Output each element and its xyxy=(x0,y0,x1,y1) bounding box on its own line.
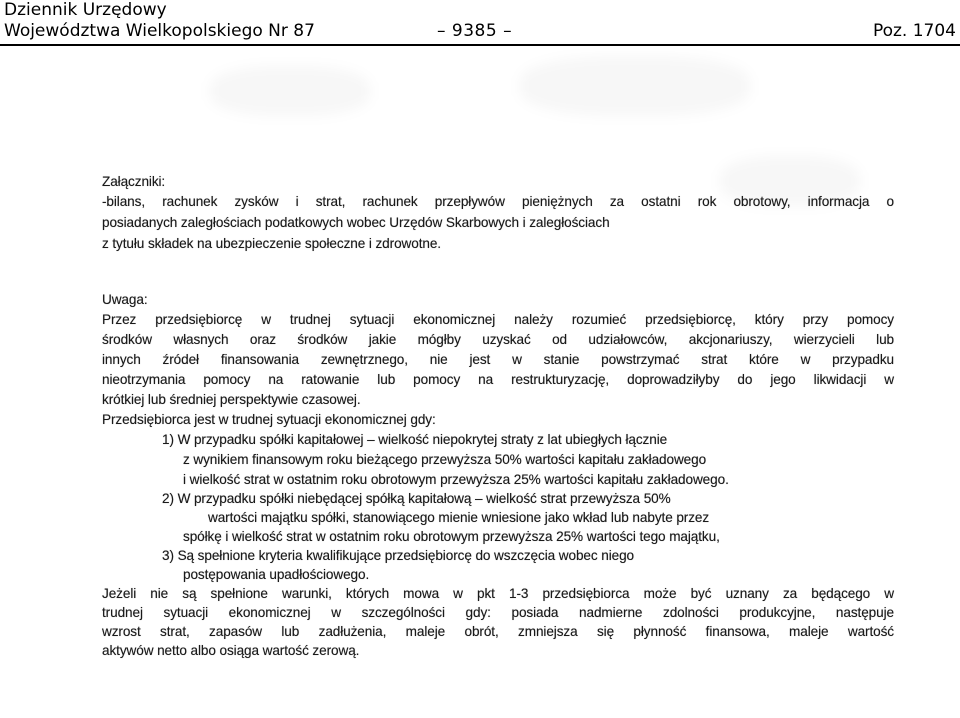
attachments-line: z tytułu składek na ubezpieczenie społeczne i zdrowotne. xyxy=(102,236,441,251)
definition-line: środków własnych oraz środków jakie mógłby uzyskać od udziałowców, akcjonariuszy, wierzycieli lub xyxy=(102,332,894,347)
closing-line: trudnej sytuacji ekonomicznej w szczególności gdy: posiada nadmierne zdolności produkcyjne, następuje xyxy=(102,605,894,620)
condition-2-line: wartości majątku spółki, stanowiącego mienie wniesione jako wkład lub nabyte przez xyxy=(208,510,710,525)
condition-3-line: postępowania upadłościowego. xyxy=(183,567,370,582)
definition-line: krótkiej lub średniej perspektywie czasowej. xyxy=(102,392,361,407)
closing-line: wzrost strat, zapasów lub zadłużenia, maleje obrót, zmniejsza się płynność finansowa, maleje wartość xyxy=(102,624,894,639)
page-number: – 9385 – xyxy=(437,21,513,41)
attachments-heading: Załączniki: xyxy=(102,174,166,189)
condition-3-line: 3) Są spełnione kryteria kwalifikujące przedsiębiorcę do wszczęcia wobec niego xyxy=(162,548,634,563)
definition-line: nieotrzymania pomocy na ratowanie lub pomocy na restrukturyzację, doprowadziłyby do jego likwidacji w xyxy=(102,372,894,387)
conditions-intro: Przedsiębiorca jest w trudnej sytuacji ekonomicznej gdy: xyxy=(102,412,436,427)
condition-2-line: spółkę i wielkość strat w ostatnim roku obrotowym przewyższa 25% wartości tego majątku, xyxy=(183,529,720,544)
definition-line: Przez przedsiębiorcę w trudnej sytuacji ekonomicznej należy rozumieć przedsiębiorcę, który przy pomocy xyxy=(102,312,894,327)
condition-2-line: 2) W przypadku spółki niebędącej spółką kapitałową – wielkość strat przewyższa 50% xyxy=(162,491,671,506)
scan-smudge xyxy=(520,56,750,116)
definition-line: innych źródeł finansowania zewnętrznego, nie jest w stanie powstrzymać strat które w przypadku xyxy=(102,352,894,367)
note-heading: Uwaga: xyxy=(102,292,148,307)
attachments-line: -bilans, rachunek zysków i strat, rachunek przepływów pieniężnych za ostatni rok obrotowy, informacja o xyxy=(102,194,894,209)
scan-smudge xyxy=(210,66,370,116)
condition-1-line: z wynikiem finansowym roku bieżącego przewyższa 50% wartości kapitału zakładowego xyxy=(183,452,707,467)
closing-line: Jeżeli nie są spełnione warunki, których mowa w pkt 1-3 przedsiębiorca może być uznany za będącego w xyxy=(102,586,894,601)
journal-issue: Województwa Wielkopolskiego Nr 87 xyxy=(4,21,315,41)
condition-1-line: 1) W przypadku spółki kapitałowej – wielkość niepokrytej straty z lat ubiegłych łącznie xyxy=(162,432,668,447)
closing-line: aktywów netto albo osiąga wartość zerową. xyxy=(102,643,360,658)
condition-1-line: i wielkość strat w ostatnim roku obrotowym przewyższa 25% wartości kapitału zakładowego. xyxy=(183,472,729,487)
attachments-line: posiadanych zaległościach podatkowych wobec Urzędów Skarbowych i zaległościach xyxy=(102,215,610,230)
position-number: Poz. 1704 xyxy=(872,21,956,41)
page-header xyxy=(0,0,960,46)
journal-title: Dziennik Urzędowy xyxy=(4,0,167,20)
